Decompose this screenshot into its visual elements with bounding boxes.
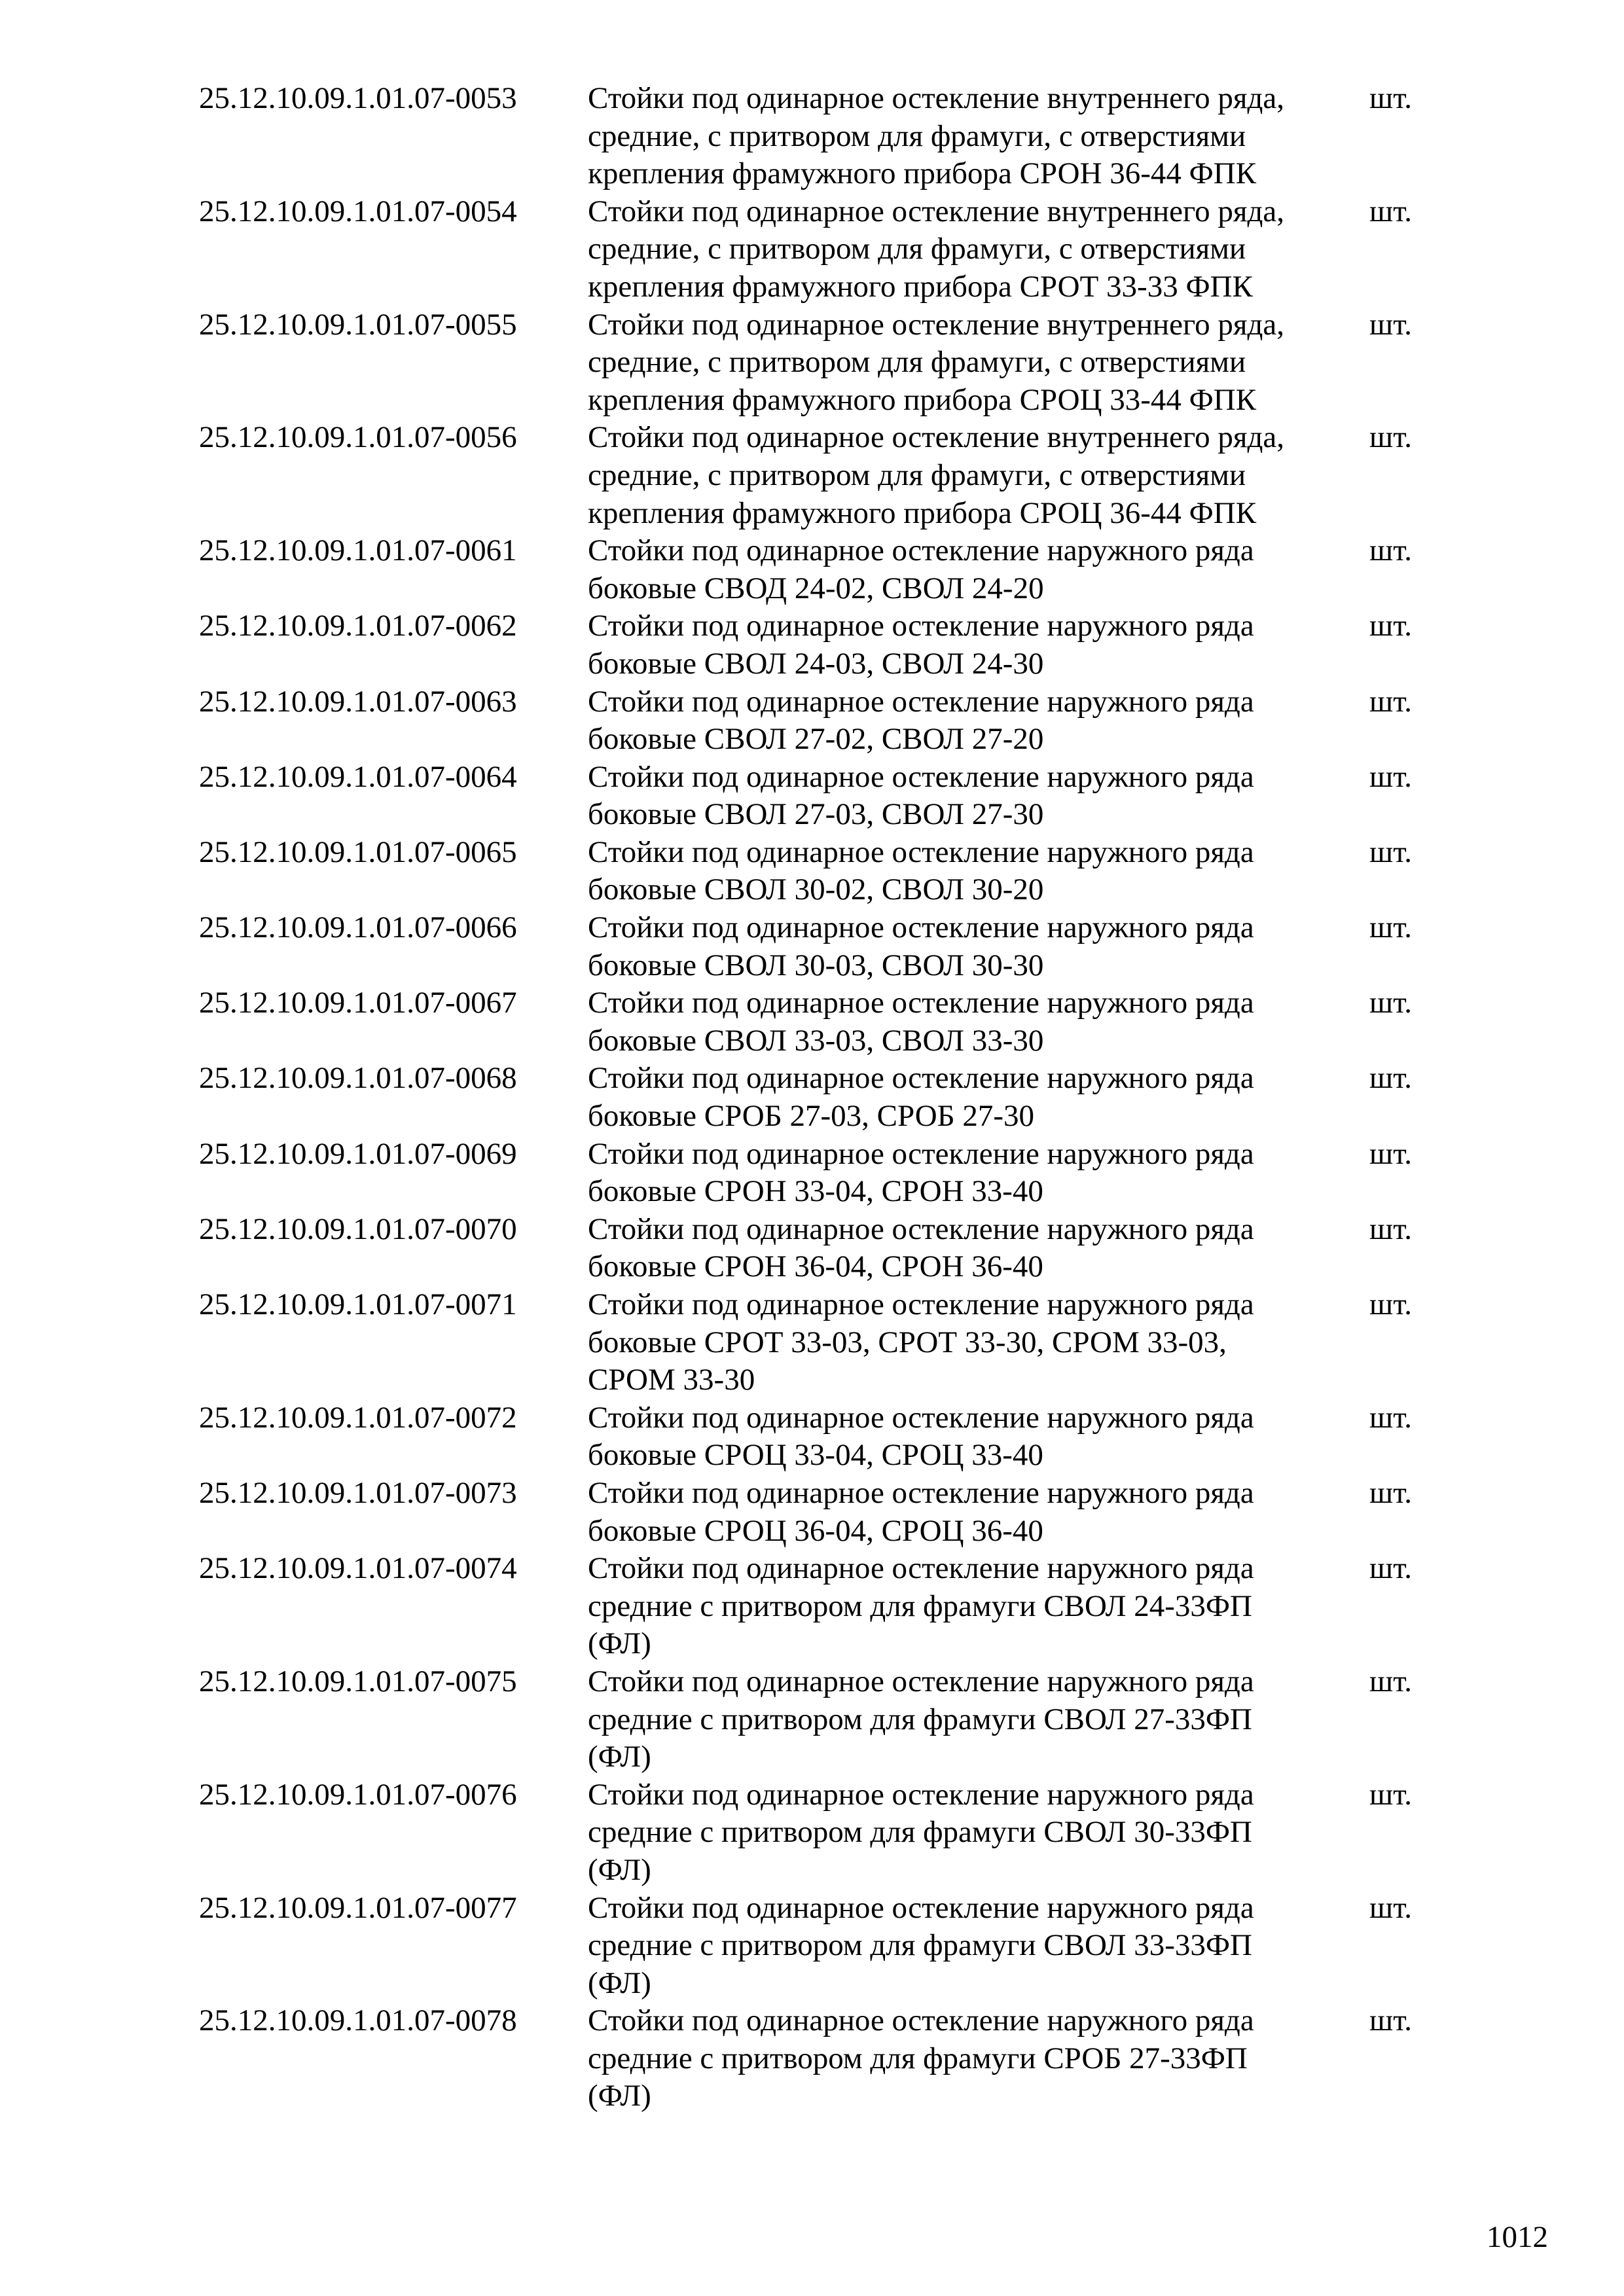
description-line: (ФЛ) [588, 1965, 651, 2000]
description-line: Стойки под одинарное остекление внутреннего ряда, [588, 420, 1285, 455]
unit-of-measure: шт. [1369, 986, 1412, 1020]
description-line: крепления фрамужного прибора СРОЦ 33-44 ФПК [588, 382, 1257, 417]
unit-of-measure: шт. [1369, 1287, 1412, 1321]
description-line: средние с притвором для фрамуги СВОЛ 30-33ФП [588, 1815, 1252, 1850]
description-line: Стойки под одинарное остекление наружного ряда [588, 1664, 1254, 1698]
unit-of-measure: шт. [1369, 420, 1412, 455]
description-line: средние, с притвором для фрамуги, с отверстиями [588, 345, 1246, 380]
description-line: Стойки под одинарное остекление наружного ряда [588, 2003, 1254, 2038]
description-line: Стойки под одинарное остекление наружного ряда [588, 1061, 1254, 1096]
unit-of-measure: шт. [1369, 1777, 1412, 1812]
table-row [0, 1550, 1624, 1663]
table-row [0, 2002, 1624, 2115]
unit-of-measure: шт. [1369, 1400, 1412, 1435]
description-line: боковые СВОД 24-02, СВОЛ 24-20 [588, 571, 1044, 605]
description-line: (ФЛ) [588, 1740, 651, 1774]
resource-code: 25.12.10.09.1.01.07-0075 [199, 1664, 517, 1698]
table-row [0, 909, 1624, 984]
unit-of-measure: шт. [1369, 81, 1412, 115]
resource-description [588, 1776, 1334, 1890]
description-line: боковые СВОЛ 27-03, СВОЛ 27-30 [588, 797, 1044, 832]
resource-description [588, 1136, 1334, 1211]
resource-description [588, 984, 1334, 1060]
resource-description [588, 80, 1334, 193]
description-line: Стойки под одинарное остекление наружного ряда [588, 1890, 1254, 1925]
unit-of-measure: шт. [1369, 1664, 1412, 1698]
description-line: Стойки под одинарное остекление наружного ряда [588, 834, 1254, 869]
resource-code: 25.12.10.09.1.01.07-0053 [199, 81, 517, 115]
table-row [0, 607, 1624, 683]
unit-of-measure: шт. [1369, 307, 1412, 342]
table-row [0, 759, 1624, 834]
description-line: средние с притвором для фрамуги СВОЛ 33-33ФП [588, 1928, 1252, 1963]
unit-of-measure: шт. [1369, 1136, 1412, 1171]
resource-description [588, 193, 1334, 306]
resource-description [588, 1663, 1334, 1776]
unit-of-measure: шт. [1369, 2003, 1412, 2038]
description-line: Стойки под одинарное остекление внутреннего ряда, [588, 194, 1285, 228]
resource-description [588, 1399, 1334, 1475]
resource-code: 25.12.10.09.1.01.07-0065 [199, 834, 517, 869]
resource-code: 25.12.10.09.1.01.07-0056 [199, 420, 517, 455]
description-line: боковые СРОЦ 36-04, СРОЦ 36-40 [588, 1513, 1043, 1548]
resource-code: 25.12.10.09.1.01.07-0069 [199, 1136, 517, 1171]
resource-description [588, 1211, 1334, 1286]
resource-description [588, 532, 1334, 607]
table-row [0, 1890, 1624, 2003]
resource-description [588, 607, 1334, 683]
description-line: Стойки под одинарное остекление наружного ряда [588, 1777, 1254, 1812]
description-line: Стойки под одинарное остекление наружного ряда [588, 1287, 1254, 1321]
description-line: Стойки под одинарное остекление наружного ряда [588, 684, 1254, 719]
page-number: 1012 [1487, 2220, 1548, 2254]
description-line: боковые СРОБ 27-03, СРОБ 27-30 [588, 1099, 1035, 1134]
resource-description [588, 1286, 1334, 1399]
resource-code: 25.12.10.09.1.01.07-0070 [199, 1211, 517, 1246]
table-row [0, 984, 1624, 1060]
unit-of-measure: шт. [1369, 910, 1412, 945]
description-line: боковые СРОН 36-04, СРОН 36-40 [588, 1249, 1043, 1284]
resource-code: 25.12.10.09.1.01.07-0076 [199, 1777, 517, 1812]
resource-code: 25.12.10.09.1.01.07-0078 [199, 2003, 517, 2038]
table-row [0, 1060, 1624, 1135]
description-line: (ФЛ) [588, 1626, 651, 1661]
resource-description [588, 1475, 1334, 1550]
description-line: боковые СВОЛ 24-03, СВОЛ 24-30 [588, 646, 1044, 681]
description-line: средние с притвором для фрамуги СВОЛ 24-33ФП [588, 1588, 1252, 1623]
description-line: боковые СВОЛ 27-02, СВОЛ 27-20 [588, 722, 1044, 757]
description-line: Стойки под одинарное остекление наружного ряда [588, 1136, 1254, 1171]
unit-of-measure: шт. [1369, 834, 1412, 869]
description-line: (ФЛ) [588, 2079, 651, 2113]
resource-description [588, 834, 1334, 909]
description-line: Стойки под одинарное остекление наружного ряда [588, 1551, 1254, 1586]
description-line: боковые СРОТ 33-03, СРОТ 33-30, СРОМ 33-03, [588, 1325, 1227, 1359]
description-line: Стойки под одинарное остекление внутреннего ряда, [588, 81, 1285, 115]
description-line: Стойки под одинарное остекление наружного ряда [588, 533, 1254, 568]
unit-of-measure: шт. [1369, 1475, 1412, 1510]
resource-code: 25.12.10.09.1.01.07-0077 [199, 1890, 517, 1925]
table-row [0, 1136, 1624, 1211]
description-line: крепления фрамужного прибора СРОН 36-44 ФПК [588, 156, 1257, 191]
resource-code: 25.12.10.09.1.01.07-0073 [199, 1475, 517, 1510]
description-line: боковые СВОЛ 30-02, СВОЛ 30-20 [588, 872, 1044, 907]
resource-code: 25.12.10.09.1.01.07-0066 [199, 910, 517, 945]
description-line: (ФЛ) [588, 1852, 651, 1887]
table-row [0, 1776, 1624, 1890]
description-line: Стойки под одинарное остекление наружного ряда [588, 1400, 1254, 1435]
description-line: Стойки под одинарное остекление наружного ряда [588, 1211, 1254, 1246]
resource-code: 25.12.10.09.1.01.07-0071 [199, 1287, 517, 1321]
unit-of-measure: шт. [1369, 1211, 1412, 1246]
description-line: Стойки под одинарное остекление наружного ряда [588, 986, 1254, 1020]
resource-code: 25.12.10.09.1.01.07-0063 [199, 684, 517, 719]
description-line: средние, с притвором для фрамуги, с отверстиями [588, 118, 1246, 153]
description-line: крепления фрамужного прибора СРОЦ 36-44 ФПК [588, 495, 1257, 530]
description-line: средние с притвором для фрамуги СВОЛ 27-33ФП [588, 1702, 1252, 1736]
description-line: боковые СВОЛ 33-03, СВОЛ 33-30 [588, 1023, 1044, 1058]
table-row [0, 419, 1624, 532]
unit-of-measure: шт. [1369, 684, 1412, 719]
description-line: боковые СВОЛ 30-03, СВОЛ 30-30 [588, 948, 1044, 982]
description-line: средние, с притвором для фрамуги, с отверстиями [588, 232, 1246, 266]
resource-description [588, 1890, 1334, 2003]
description-line: средние, с притвором для фрамуги, с отверстиями [588, 457, 1246, 492]
table-row [0, 532, 1624, 607]
resource-code: 25.12.10.09.1.01.07-0067 [199, 986, 517, 1020]
table-row [0, 80, 1624, 193]
unit-of-measure: шт. [1369, 759, 1412, 794]
table-row [0, 193, 1624, 306]
price-list-table [0, 80, 1624, 2115]
resource-code: 25.12.10.09.1.01.07-0061 [199, 533, 517, 568]
resource-code: 25.12.10.09.1.01.07-0055 [199, 307, 517, 342]
table-row [0, 1663, 1624, 1776]
table-row [0, 306, 1624, 420]
resource-code: 25.12.10.09.1.01.07-0062 [199, 609, 517, 643]
unit-of-measure: шт. [1369, 609, 1412, 643]
description-line: боковые СРОЦ 33-04, СРОЦ 33-40 [588, 1438, 1043, 1473]
table-row [0, 1211, 1624, 1286]
resource-description [588, 306, 1334, 420]
table-row [0, 834, 1624, 909]
table-row [0, 1475, 1624, 1550]
resource-description [588, 419, 1334, 532]
unit-of-measure: шт. [1369, 194, 1412, 228]
description-line: Стойки под одинарное остекление наружного ряда [588, 609, 1254, 643]
unit-of-measure: шт. [1369, 1890, 1412, 1925]
resource-code: 25.12.10.09.1.01.07-0072 [199, 1400, 517, 1435]
description-line: Стойки под одинарное остекление наружного ряда [588, 910, 1254, 945]
unit-of-measure: шт. [1369, 1061, 1412, 1096]
resource-code: 25.12.10.09.1.01.07-0064 [199, 759, 517, 794]
description-line: Стойки под одинарное остекление наружного ряда [588, 759, 1254, 794]
resource-description [588, 1550, 1334, 1663]
unit-of-measure: шт. [1369, 533, 1412, 568]
resource-code: 25.12.10.09.1.01.07-0054 [199, 194, 517, 228]
description-line: крепления фрамужного прибора СРОТ 33-33 ФПК [588, 269, 1253, 304]
resource-description [588, 2002, 1334, 2115]
table-row [0, 1399, 1624, 1475]
resource-code: 25.12.10.09.1.01.07-0068 [199, 1061, 517, 1096]
resource-description [588, 909, 1334, 984]
description-line: СРОМ 33-30 [588, 1363, 755, 1397]
resource-description [588, 1060, 1334, 1135]
table-row [0, 1286, 1624, 1399]
description-line: Стойки под одинарное остекление наружного ряда [588, 1475, 1254, 1510]
unit-of-measure: шт. [1369, 1551, 1412, 1586]
description-line: боковые СРОН 33-04, СРОН 33-40 [588, 1174, 1043, 1209]
resource-description [588, 683, 1334, 759]
resource-description [588, 759, 1334, 834]
table-row [0, 683, 1624, 759]
description-line: Стойки под одинарное остекление внутреннего ряда, [588, 307, 1285, 342]
resource-code: 25.12.10.09.1.01.07-0074 [199, 1551, 517, 1586]
description-line: средние с притвором для фрамуги СРОБ 27-33ФП [588, 2041, 1248, 2075]
